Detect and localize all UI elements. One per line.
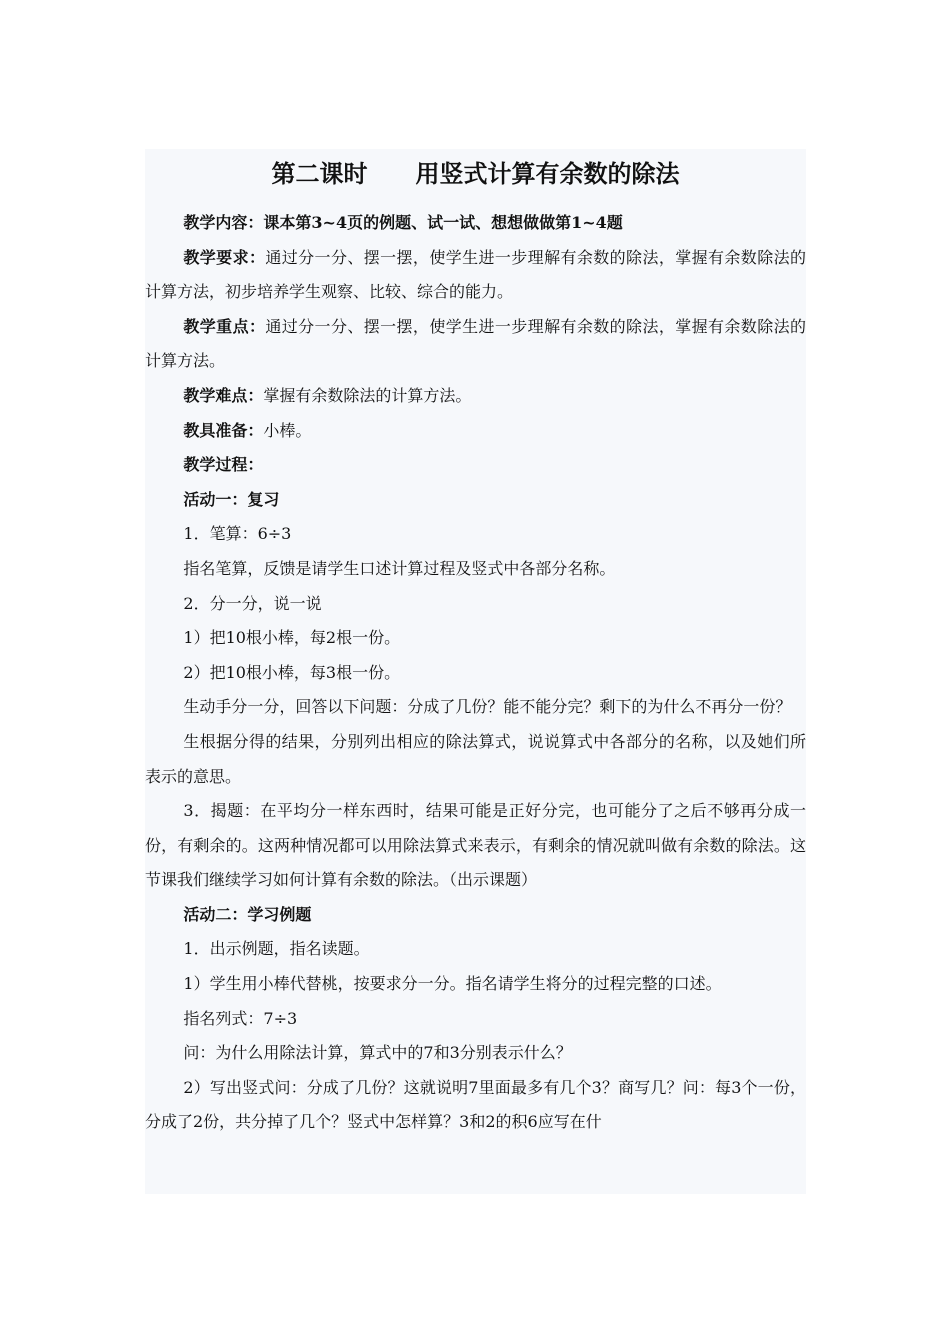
teaching-difficulty — [145, 379, 806, 414]
teaching-difficulty-label: 教学难点： — [183, 385, 264, 405]
activity1-item2: 2．分一分，说一说 — [183, 593, 322, 613]
activity2-item1: 1．出示例题，指名读题。 — [183, 939, 370, 959]
teaching-difficulty-text: 掌握有余数除法的计算方法。 — [263, 385, 472, 405]
activity2-formula: 指名列式：7÷3 — [183, 1008, 298, 1028]
teaching-keypoint-text: 通过分一分、摆一摆，使学生进一步理解有余数的除法，掌握有余数除法的计算方法。 — [145, 316, 806, 371]
teaching-content — [145, 206, 806, 241]
activity1-item2-sub1: 1）把10根小棒，每2根一份。 — [183, 628, 401, 648]
teaching-tools-label: 教具准备： — [183, 420, 264, 440]
activity1-heading: 活动一：复习 — [183, 489, 280, 509]
activity2-item1-sub2: 2）写出竖式问：分成了几份？这就说明7里面最多有几个3？商写几？问：每3个一份，分成了2份，共分掉了几个？竖式中怎样算？3和2的积6应写在什 — [145, 1077, 806, 1132]
activity1-item3: 3．揭题：在平均分一样东西时，结果可能是正好分完，也可能分了之后不够再分成一份，有剩余的。这两种情况都可以用除法算式来表示，有剩余的情况就叫做有余数的除法。这节课我们继续学习如何计算有余数的除法。（出示课题） — [145, 801, 806, 890]
activity2-item1-sub1: 1）学生用小棒代替桃，按要求分一分。指名请学生将分的过程完整的口述。 — [183, 974, 722, 994]
activity1-item1-note: 指名笔算，反馈是请学生口述计算过程及竖式中各部分名称。 — [183, 558, 616, 578]
teaching-content-label: 教学内容： — [183, 213, 264, 232]
activity1-paragraph1: 生动手分一分，回答以下问题：分成了几份？能不能分完？剩下的为什么不再分一份？ — [183, 697, 792, 717]
document-title: 第二课时 用竖式计算有余数的除法 — [271, 159, 680, 188]
document-body — [145, 206, 806, 1140]
teaching-tools — [145, 414, 806, 449]
teaching-requirements-text: 通过分一分、摆一摆，使学生进一步理解有余数的除法，掌握有余数除法的计算方法，初步培养学生观察、比较、综合的能力。 — [145, 247, 806, 302]
teaching-keypoint-label: 教学重点： — [183, 316, 266, 336]
activity1-item1: 1．笔算：6÷3 — [183, 524, 292, 544]
teaching-requirements — [145, 241, 806, 310]
activity2-question: 问：为什么用除法计算，算式中的7和3分别表示什么？ — [183, 1043, 572, 1063]
teaching-requirements-label: 教学要求： — [183, 247, 266, 267]
activity1-paragraph2: 生根据分得的结果，分别列出相应的除法算式，说说算式中各部分的名称，以及她们所表示的意思。 — [145, 731, 806, 786]
activity1-item2-sub2: 2）把10根小棒，每3根一份。 — [183, 662, 401, 682]
process-heading: 教学过程： — [183, 455, 264, 475]
teaching-keypoint — [145, 310, 806, 379]
activity2-heading: 活动二：学习例题 — [183, 904, 312, 924]
teaching-tools-text: 小棒。 — [263, 420, 312, 440]
teaching-content-text: 课本第3~4页的例题、试一试、想想做做第1~4题 — [263, 213, 623, 232]
